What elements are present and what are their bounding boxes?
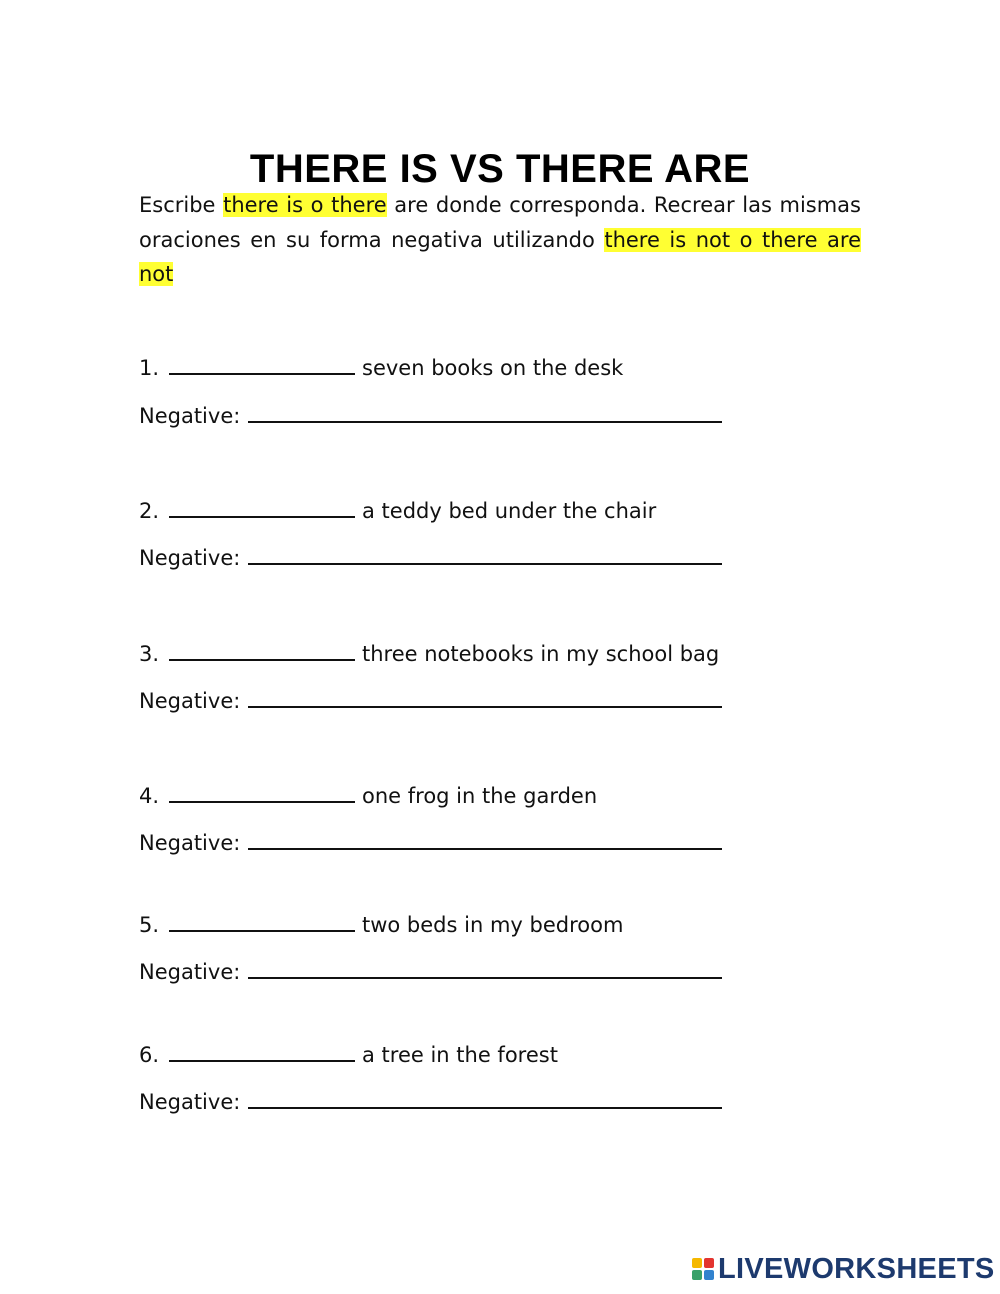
question-number: 3.	[139, 642, 160, 666]
negative-label: Negative:	[139, 546, 241, 570]
question-number: 4.	[139, 784, 160, 808]
negative-3	[139, 688, 722, 713]
negative-1	[139, 403, 722, 428]
liveworksheets-logo-icon	[692, 1258, 714, 1280]
instructions	[139, 188, 861, 292]
question-3	[139, 641, 719, 666]
question-text: a teddy bed under the chair	[362, 499, 657, 523]
question-text: three notebooks in my school bag	[362, 642, 720, 666]
negative-blank-5[interactable]	[248, 959, 722, 979]
question-number: 5.	[139, 913, 160, 937]
question-1	[139, 355, 623, 380]
negative-blank-1[interactable]	[248, 403, 722, 423]
logo-square-green	[692, 1270, 702, 1280]
answer-blank-4[interactable]	[169, 783, 355, 803]
instructions-text-1: Escribe	[139, 193, 224, 217]
logo-square-red	[704, 1258, 714, 1268]
negative-blank-2[interactable]	[248, 545, 722, 565]
negative-label: Negative:	[139, 1090, 241, 1114]
question-number: 1.	[139, 356, 160, 380]
negative-2	[139, 545, 722, 570]
answer-blank-1[interactable]	[169, 355, 355, 375]
question-5	[139, 912, 623, 937]
page-title: THERE IS VS THERE ARE	[249, 146, 751, 191]
question-2	[139, 498, 656, 523]
liveworksheets-logo[interactable]	[692, 1254, 995, 1284]
negative-blank-3[interactable]	[248, 688, 722, 708]
logo-square-blue	[704, 1270, 714, 1280]
question-text: one frog in the garden	[362, 784, 598, 808]
answer-blank-5[interactable]	[169, 912, 355, 932]
question-text: seven books on the desk	[362, 356, 624, 380]
question-6	[139, 1042, 558, 1067]
instructions-highlight-2: there is not o there are not	[139, 227, 861, 286]
question-text: a tree in the forest	[362, 1043, 558, 1067]
question-number: 2.	[139, 499, 160, 523]
negative-blank-4[interactable]	[248, 830, 722, 850]
negative-5	[139, 959, 722, 984]
negative-label: Negative:	[139, 960, 241, 984]
logo-square-yellow	[692, 1258, 702, 1268]
negative-blank-6[interactable]	[248, 1089, 722, 1109]
logo-text: LIVEWORKSHEETS	[718, 1252, 995, 1285]
instructions-highlight-1: there is o there	[223, 193, 387, 217]
negative-4	[139, 830, 722, 855]
instructions-text-2: are donde corresponda. Recrear las mismas oraciones en su forma negativa utilizando	[139, 193, 861, 252]
answer-blank-6[interactable]	[169, 1042, 355, 1062]
negative-label: Negative:	[139, 831, 241, 855]
question-4	[139, 783, 597, 808]
answer-blank-2[interactable]	[169, 498, 355, 518]
answer-blank-3[interactable]	[169, 641, 355, 661]
negative-6	[139, 1089, 722, 1114]
negative-label: Negative:	[139, 404, 241, 428]
question-text: two beds in my bedroom	[362, 913, 624, 937]
negative-label: Negative:	[139, 689, 241, 713]
question-number: 6.	[139, 1043, 160, 1067]
